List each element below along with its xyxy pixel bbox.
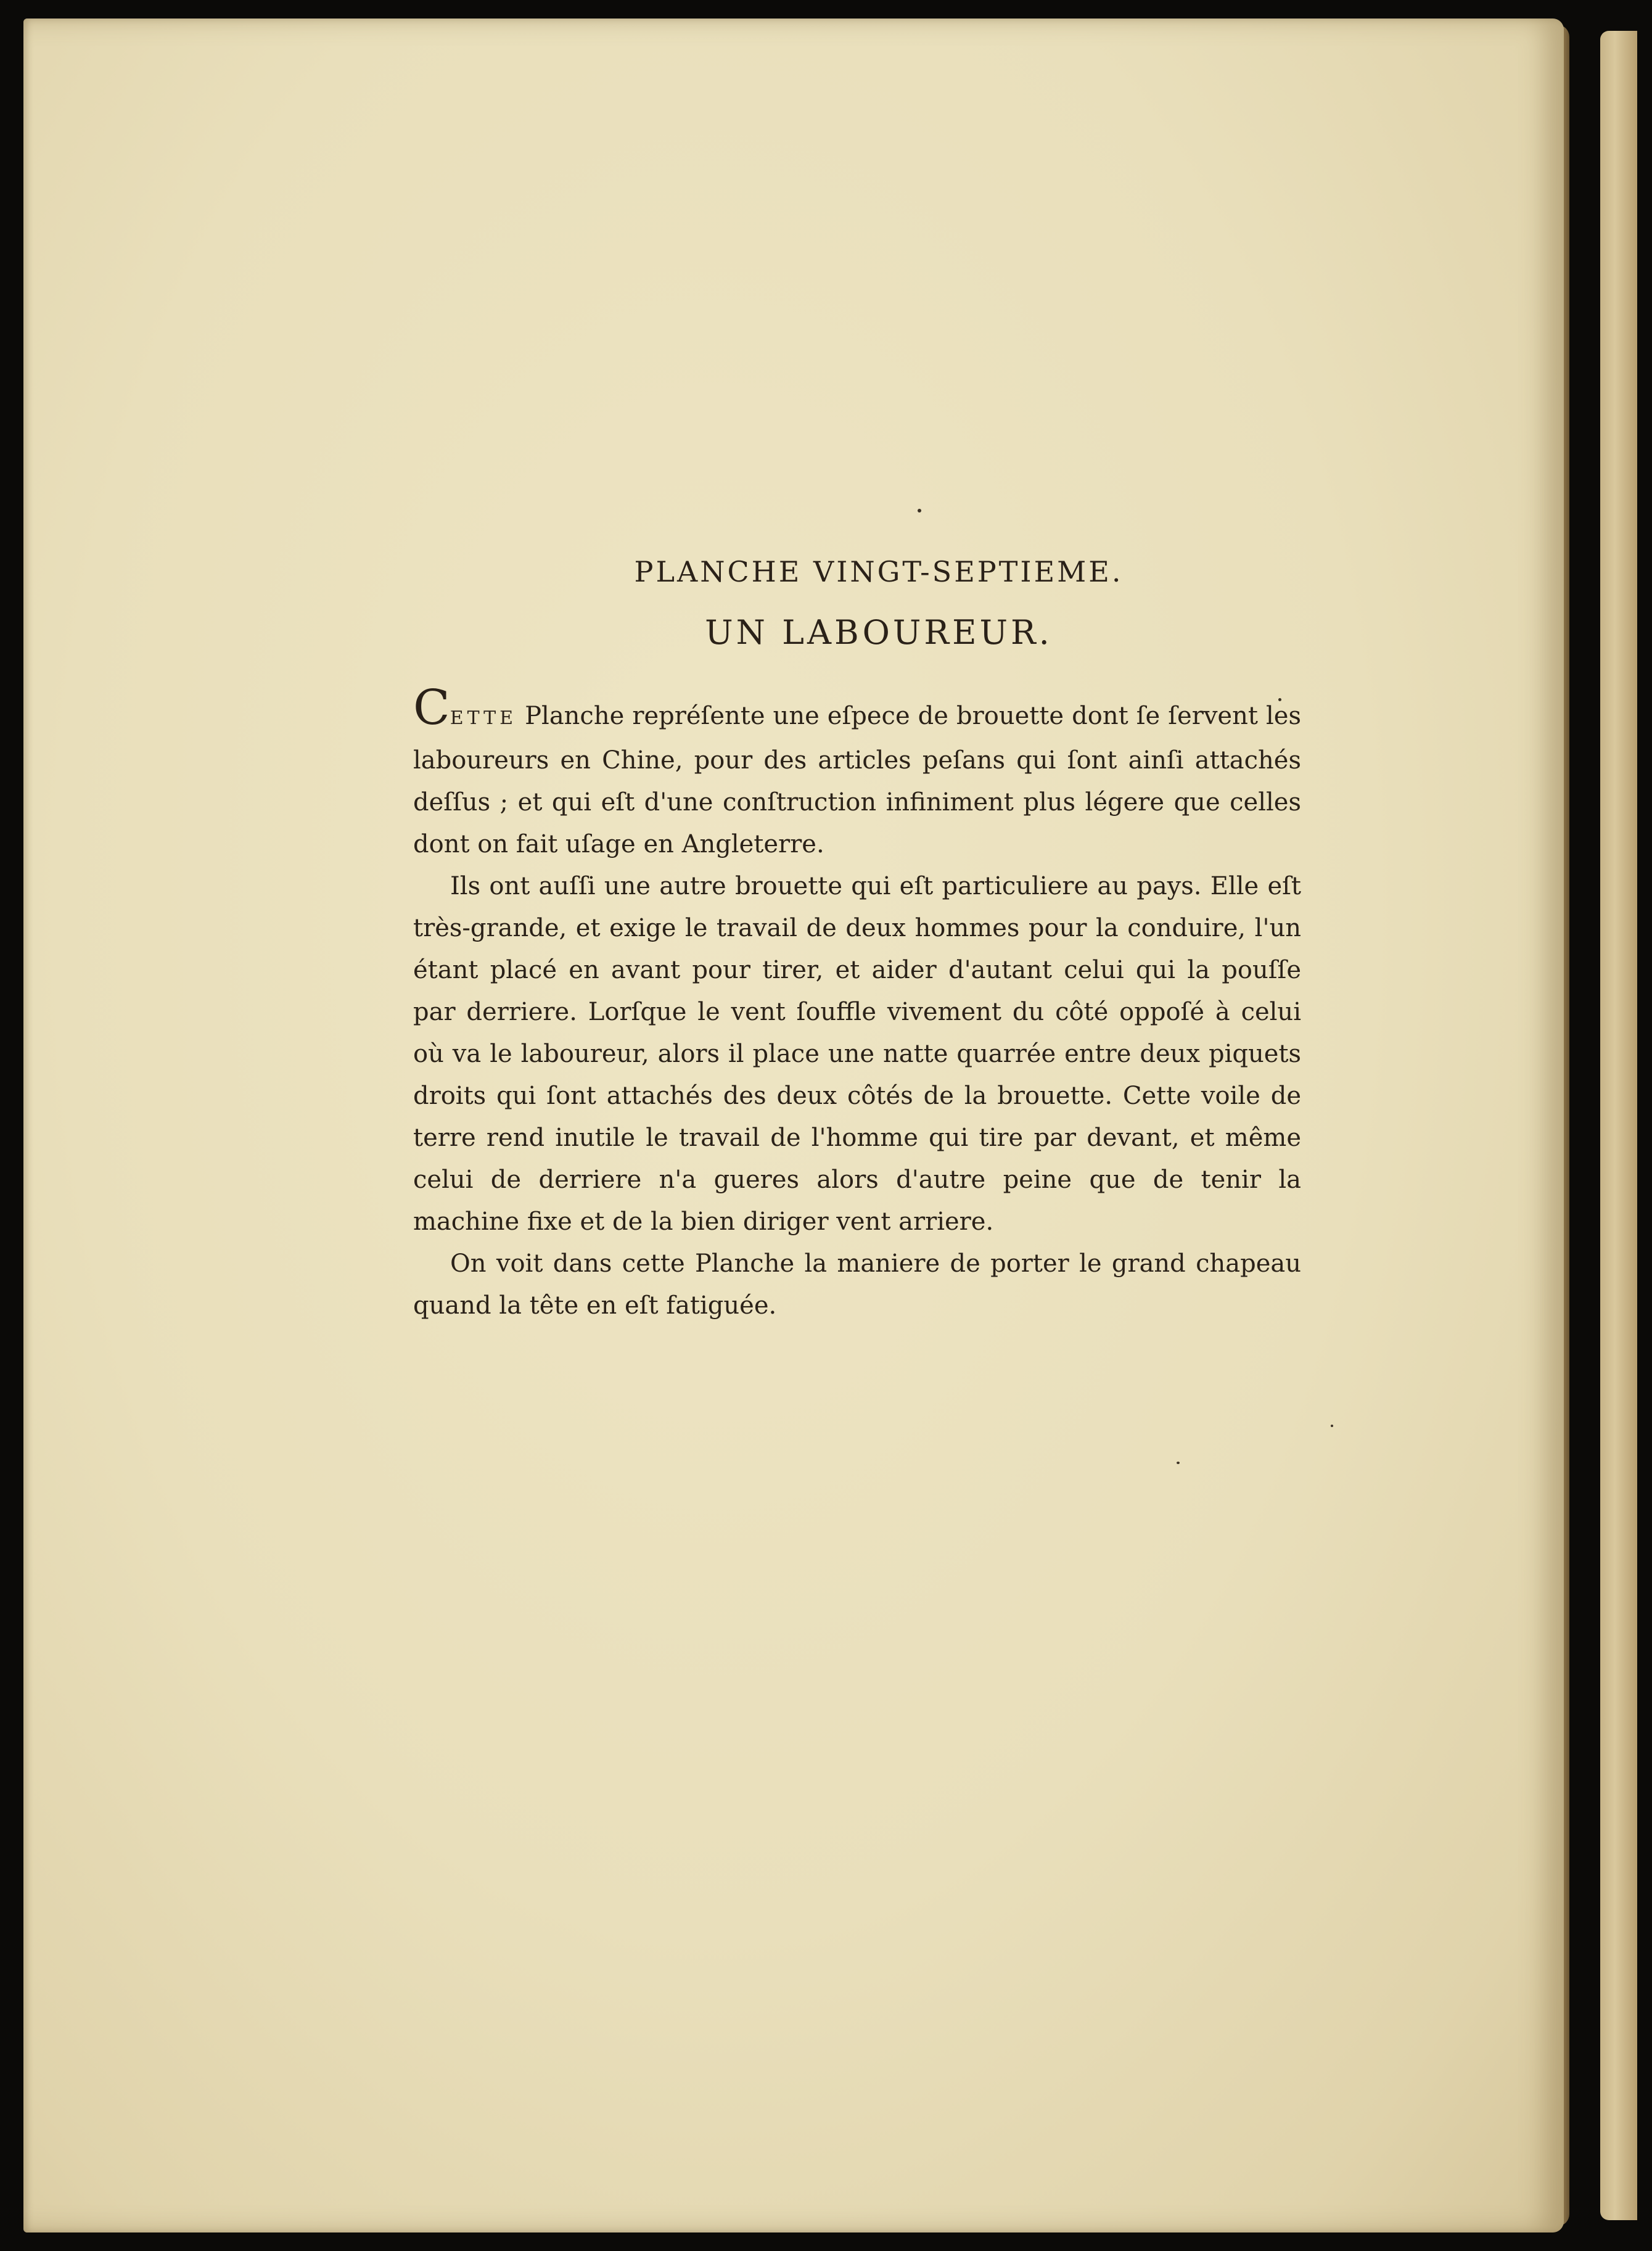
subject-title: UN LABOUREUR.: [705, 613, 1053, 652]
plate-title: PLANCHE VINGT-SEPTIEME.: [634, 555, 1124, 588]
paragraph-3: On voit dans cette Planche la maniere de porter le grand chapeau quand la tête en eſt fatiguée.: [413, 1249, 1301, 1320]
page-text: [413, 555, 1301, 1327]
paragraph-1-text: Planche repréſente une eſpece de brouette dont ſe ſervent les laboureurs en Chine, pour des articles peſans qui ſont ainſi attachés deſſus ; et qui eſt d'une conſtruction infiniment plus légere que celles dont on fait uſage en Angleterre.: [413, 702, 1301, 858]
drop-cap: C: [413, 680, 450, 736]
paragraph-1: [413, 680, 1301, 865]
paragraph-2: Ils ont auſſi une autre brouette qui eſt particuliere au pays. Elle eſt très-grande, et exige le travail de deux hommes pour la conduire, l'un étant placé en avant pour tirer, et aider d'autant celui qui la pouſſe par derriere. Lorſque le vent ſouffle vivement du côté oppoſé à celui où va le laboureur, alors il place une natte quarrée entre deux piquets droits qui ſont attachés des deux côtés de la brouette. Cette voile de terre rend inutile le travail de l'homme qui tire par devant, et même celui de derriere n'a gueres alors d'autre peine que de tenir la machine fixe et de la bien diriger vent arriere.: [413, 872, 1301, 1236]
paper-speck: [1177, 1462, 1180, 1464]
paper-speck: [918, 509, 921, 512]
small-caps-lead: ETTE: [450, 707, 517, 729]
paper-speck: [1331, 1425, 1333, 1427]
adjacent-page-strip: [1600, 31, 1637, 2220]
